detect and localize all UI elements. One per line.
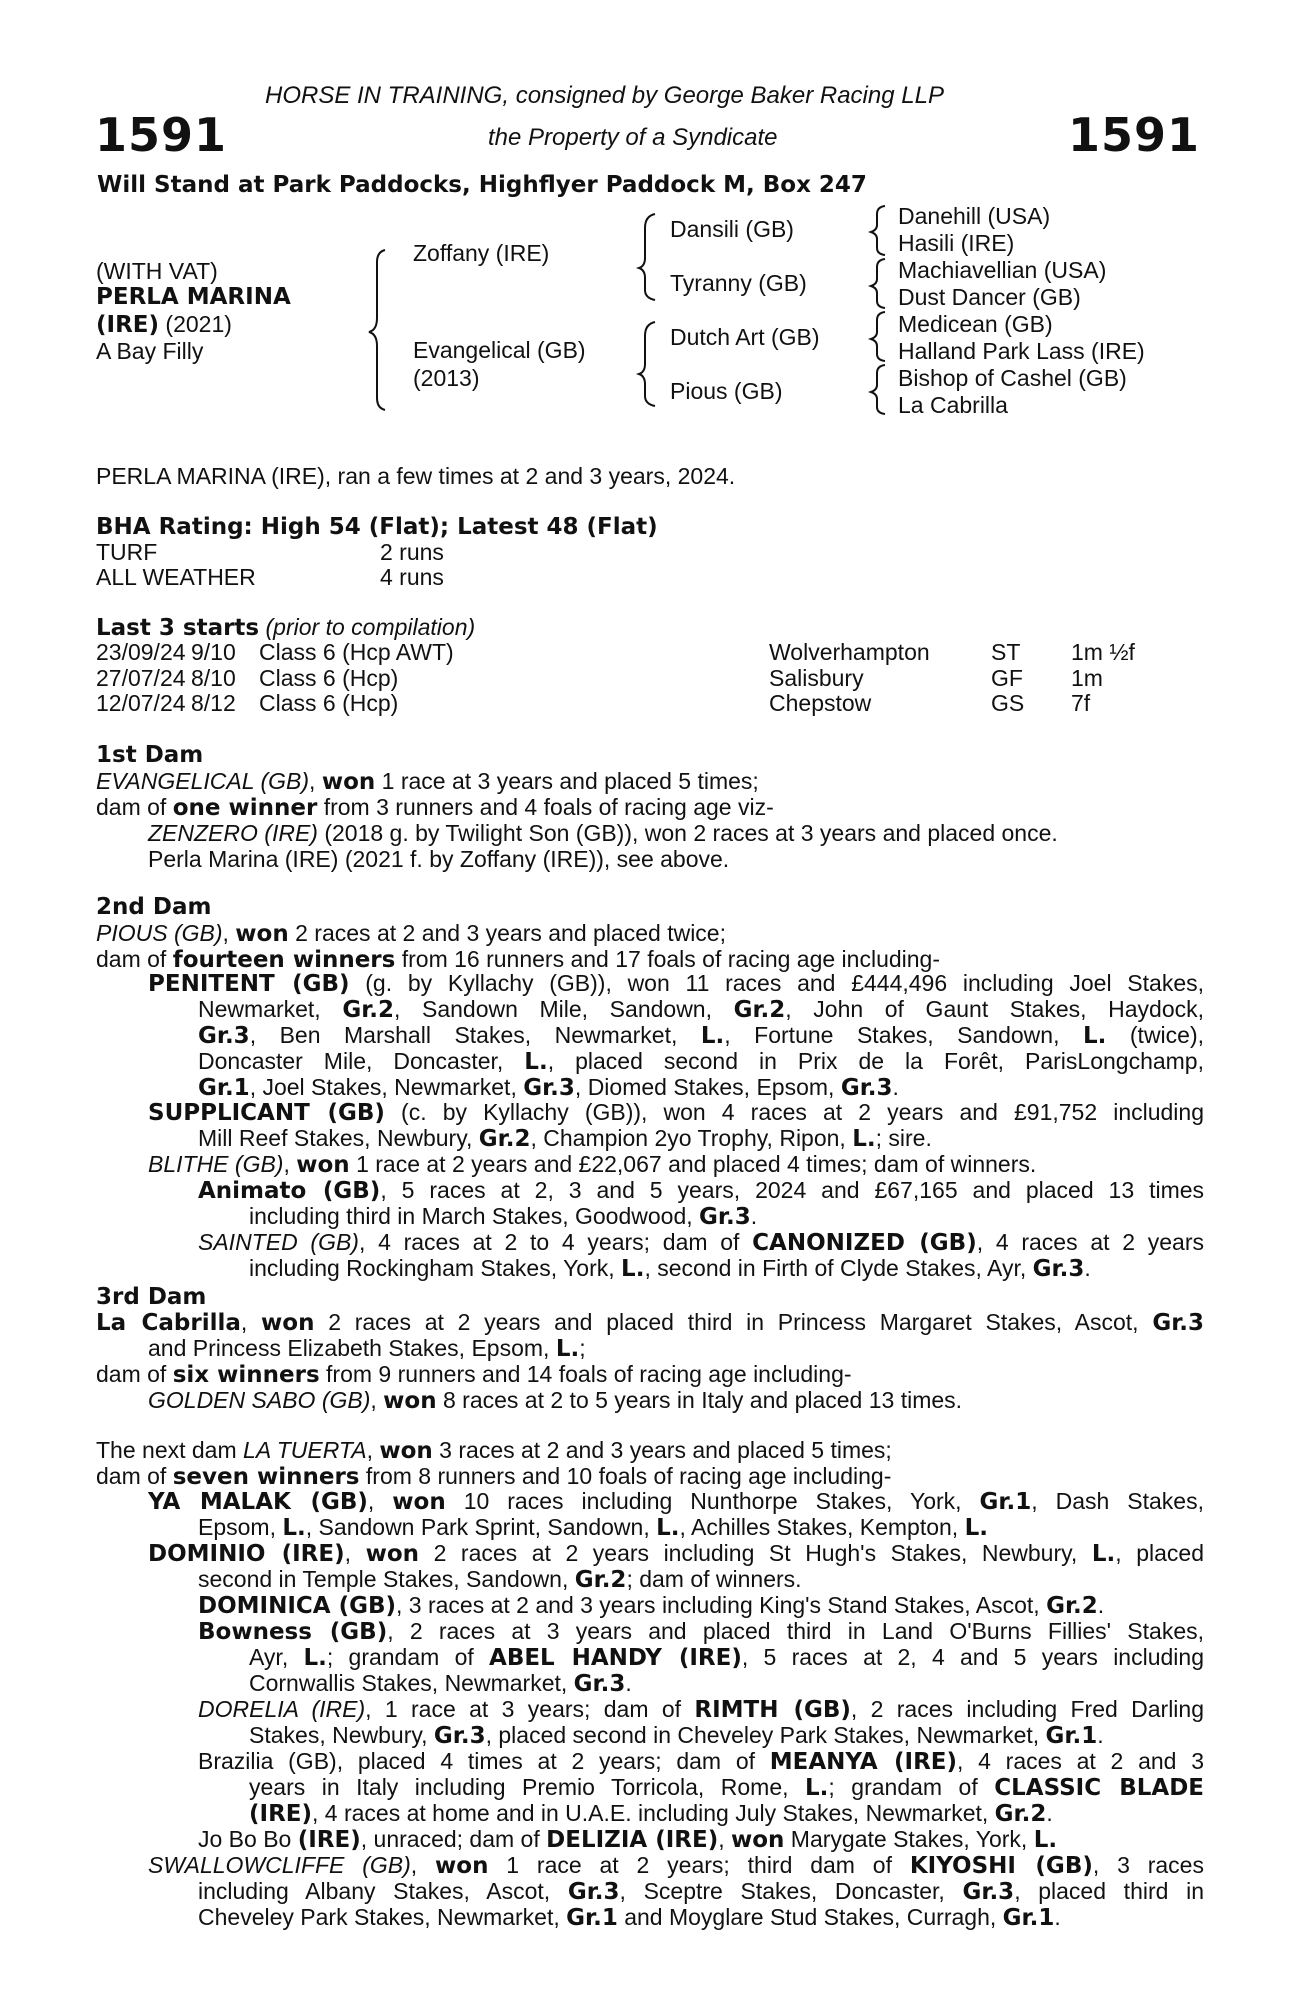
- dorelia-l2: Stakes, Newbury, Gr.3, placed second in Cheveley Park Stakes, Newmarket, Gr.1.: [249, 1722, 1104, 1749]
- sainted-l2: including Rockingham Stakes, York, L., second in Firth of Clyde Stakes, Ayr, Gr.3.: [249, 1255, 1091, 1282]
- consignor-line: HORSE IN TRAINING, consigned by George Baker Racing LLP: [265, 82, 944, 109]
- text: (g. by Kyllachy (GB)), won 11 races and £444,496 including Joel Stakes,: [365, 970, 1205, 996]
- start-dist: 7f: [1071, 690, 1091, 717]
- fourth-dam-l2: dam of seven winners from 8 runners and 10 foals of racing age including-: [96, 1463, 892, 1490]
- gg-5: Medicean (GB): [898, 311, 1053, 337]
- first-dam-record: 1 race at 3 years and placed 5 times;: [375, 768, 759, 794]
- yamalak-l2: Epsom, L., Sandown Park Sprint, Sandown, L., Achilles Stakes, Kempton, L.: [198, 1514, 988, 1541]
- supplicant-l1: [148, 1100, 1204, 1127]
- brazilia-l3: (IRE), 4 races at home and in U.A.E. including July Stakes, Newmarket, Gr.2.: [249, 1800, 1053, 1827]
- start-row: [96, 640, 1191, 666]
- swallowcliffe-l3: Cheveley Park Stakes, Newmarket, Gr.1 and Moyglare Stud Stakes, Curragh, Gr.1.: [198, 1904, 1061, 1931]
- first-dam-line4: Perla Marina (IRE) (2021 f. by Zoffany (IRE)), see above.: [148, 846, 730, 872]
- text: won 10 races including Nunthorpe Stakes, York, Gr.1, Dash Stakes,: [392, 1488, 1204, 1515]
- bowness-name: Bowness (GB): [198, 1619, 388, 1645]
- start-cls: Class 6 (Hcp): [259, 690, 399, 717]
- third-dam-l3: dam of six winners from 9 runners and 14 foals of racing age including-: [96, 1361, 852, 1388]
- swallowcliffe-l1: SWALLOWCLIFFE (GB), won 1 race at 2 years; third dam of KIYOSHI (GB), 3 races: [148, 1852, 1204, 1879]
- animato-name: Animato (GB): [198, 1178, 381, 1204]
- start-date: 12/07/24: [96, 690, 186, 717]
- start-pos: 8/12: [191, 690, 236, 717]
- dam-dam: Pious (GB): [670, 378, 783, 404]
- swallowcliffe-l2: including Albany Stakes, Ascot, Gr.3, Sceptre Stakes, Doncaster, Gr.3, placed third in: [198, 1878, 1204, 1905]
- start-going: GS: [991, 690, 1025, 717]
- bowness-l3: Cornwallis Stakes, Newmarket, Gr.3.: [249, 1670, 632, 1697]
- progeny-record: (2018 g. by Twilight Son (GB)), won 2 races at 3 years and placed once.: [317, 820, 1058, 846]
- yamalak-l1: YA MALAK (GB), won 10 races including Nunthorpe Stakes, York, Gr.1, Dash Stakes,: [148, 1488, 1204, 1515]
- penitent-l1: [148, 971, 1204, 998]
- supplicant-name: SUPPLICANT (GB): [148, 1100, 385, 1126]
- sire-dam: Tyranny (GB): [670, 270, 807, 296]
- supplicant-l2: Mill Reef Stakes, Newbury, Gr.2, Champion 2yo Trophy, Ripon, L.; sire.: [198, 1125, 932, 1152]
- last-starts-title: Last 3 starts: [96, 615, 260, 641]
- winners-count: fourteen winners: [172, 947, 396, 973]
- horse-description: A Bay Filly: [96, 338, 204, 364]
- won-label: won: [235, 921, 289, 947]
- dominio-l2: second in Temple Stakes, Sandown, Gr.2; dam of winners.: [198, 1566, 802, 1593]
- start-dist: 1m: [1071, 664, 1103, 691]
- text: dam of: [96, 794, 173, 820]
- won-label: won: [321, 769, 376, 795]
- gg-4: Dust Dancer (GB): [898, 284, 1081, 310]
- text: dam of: [96, 946, 173, 972]
- penitent-l2: Newmarket, Gr.2, Sandown Mile, Sandown, Gr.2, John of Gaunt Stakes, Haydock,: [198, 996, 1204, 1023]
- racing-summary: PERLA MARINA (IRE), ran a few times at 2 and 3 years, 2024.: [96, 463, 736, 489]
- last-starts-table: [96, 640, 1216, 717]
- start-course: Wolverhampton: [769, 639, 930, 665]
- third-dam-l1: La Cabrilla, won 2 races at 2 years and placed third in Princess Margaret Stakes, Ascot, Gr.3: [96, 1309, 1204, 1336]
- lot-number-left: 1591: [95, 108, 228, 162]
- sainted-l1: SAINTED (GB), 4 races at 2 to 4 years; dam of CANONIZED (GB), 4 races at 2 years: [198, 1229, 1204, 1256]
- jobobo-l1: Jo Bo Bo (IRE), unraced; dam of DELIZIA (IRE), won Marygate Stakes, York, L.: [198, 1826, 1058, 1853]
- dominica-name: DOMINICA (GB): [198, 1593, 397, 1619]
- last-starts-note: (prior to compilation): [265, 614, 476, 640]
- aw-runs: 4 runs: [380, 564, 444, 590]
- horse-year: (2021): [159, 311, 232, 337]
- text: 3 races at 2 and 3 years including King's Stand Stakes, Ascot, Gr.2.: [408, 1592, 1105, 1619]
- vat-note: (WITH VAT): [96, 258, 218, 284]
- horse-name: PERLA MARINA: [96, 284, 291, 310]
- text: from 3 runners and 4 foals of racing age viz-: [317, 794, 774, 820]
- bowness-l2: Ayr, L.; grandam of ABEL HANDY (IRE), 5 races at 2, 4 and 5 years including: [249, 1644, 1204, 1671]
- start-course: Salisbury: [769, 664, 864, 691]
- first-dam-heading: 1st Dam: [96, 742, 204, 768]
- turf-runs: 2 runs: [380, 539, 444, 565]
- penitent-l5: Gr.1, Joel Stakes, Newmarket, Gr.3, Diomed Stakes, Epsom, Gr.3.: [198, 1074, 899, 1101]
- property-line: the Property of a Syndicate: [488, 124, 778, 151]
- third-dam-heading: 3rd Dam: [96, 1284, 207, 1310]
- second-dam-name: PIOUS (GB): [96, 920, 223, 946]
- sep: ,: [309, 768, 322, 794]
- starts-table: [96, 640, 1191, 717]
- penitent-name: PENITENT (GB): [148, 971, 350, 997]
- third-dam-l2: and Princess Elizabeth Stakes, Epsom, L.;: [148, 1335, 586, 1362]
- aw-label: ALL WEATHER: [96, 564, 256, 590]
- dominica-l1: DOMINICA (GB), 3 races at 2 and 3 years including King's Stand Stakes, Ascot, Gr.2.: [198, 1592, 1105, 1619]
- dam-sire: Dutch Art (GB): [670, 324, 820, 350]
- dominio-name: DOMINIO (IRE): [148, 1541, 345, 1567]
- second-dam-line1: [96, 920, 726, 947]
- first-dam-line1: [96, 768, 759, 795]
- dominio-l1: DOMINIO (IRE), won 2 races at 2 years including St Hugh's Stakes, Newbury, L., placed: [148, 1540, 1204, 1567]
- start-going: GF: [991, 664, 1023, 691]
- gg-3: Machiavellian (USA): [898, 257, 1107, 283]
- dam-year: (2013): [413, 365, 480, 391]
- blithe-l1: BLITHE (GB), won 1 race at 2 years and £22,067 and placed 4 times; dam of winners.: [148, 1151, 1037, 1178]
- third-dam-l4: GOLDEN SABO (GB), won 8 races at 2 to 5 years in Italy and placed 13 times.: [148, 1387, 963, 1414]
- horse-country: (IRE): [96, 312, 160, 338]
- first-dam-line3: [148, 820, 1058, 846]
- text: 5 races at 2, 3 and 5 years, 2024 and £67,165 and placed 13 times: [401, 1177, 1205, 1203]
- start-date: 23/09/24: [96, 639, 186, 665]
- turf-label: TURF: [96, 539, 158, 565]
- text: won 2 races at 2 years including St Hugh's Stakes, Newbury, L., placed: [365, 1540, 1204, 1567]
- text: from 16 runners and 17 foals of racing age including-: [395, 946, 940, 972]
- stand-location: Will Stand at Park Paddocks, Highflyer Paddock M, Box 247: [97, 172, 867, 198]
- first-dam-line2: [96, 794, 774, 821]
- second-dam-record: 2 races at 2 and 3 years and placed twice;: [288, 920, 726, 946]
- gg-2: Hasili (IRE): [898, 230, 1015, 256]
- lot-number-right: 1591: [1067, 108, 1200, 162]
- dam: Evangelical (GB): [413, 337, 586, 363]
- gg-1: Danehill (USA): [898, 203, 1051, 229]
- start-dist: 1m ½f: [1071, 639, 1135, 665]
- sep: ,: [222, 920, 236, 946]
- first-dam-name: EVANGELICAL (GB): [96, 768, 310, 794]
- penitent-l3: Gr.3, Ben Marshall Stakes, Newmarket, L., Fortune Stakes, Sandown, L. (twice),: [198, 1022, 1205, 1049]
- text: won 2 races at 2 years and placed third in Princess Margaret Stakes, Ascot, Gr.3: [261, 1309, 1204, 1336]
- winners-count: one winner: [172, 795, 318, 821]
- animato-l1: Animato (GB), 5 races at 2, 3 and 5 years, 2024 and £67,165 and placed 13 times: [198, 1177, 1205, 1204]
- penitent-l4: Doncaster Mile, Doncaster, L., placed second in Prix de la Forêt, ParisLongchamp,: [198, 1048, 1204, 1075]
- second-dam-line2: [96, 946, 940, 973]
- start-row: [96, 691, 1191, 717]
- text: 2 races at 3 years and placed third in Land O'Burns Fillies' Stakes,: [409, 1618, 1205, 1644]
- ya-malak-name: YA MALAK (GB): [148, 1489, 368, 1515]
- start-pos: 9/10: [191, 639, 236, 665]
- progeny-name: ZENZERO (IRE): [148, 820, 318, 846]
- bha-rating: BHA Rating: High 54 (Flat); Latest 48 (Flat): [96, 514, 658, 540]
- bowness-l1: Bowness (GB), 2 races at 3 years and placed third in Land O'Burns Fillies' Stakes,: [198, 1618, 1205, 1645]
- sire-sire: Dansili (GB): [670, 216, 794, 242]
- brazilia-l2: years in Italy including Premio Torricola, Rome, L.; grandam of CLASSIC BLADE: [249, 1774, 1204, 1801]
- start-going: ST: [991, 639, 1021, 665]
- start-cls: Class 6 (Hcp AWT): [259, 639, 454, 665]
- start-date: 27/07/24: [96, 664, 186, 691]
- third-dam-name: La Cabrilla: [96, 1310, 241, 1336]
- fourth-dam-l1: The next dam LA TUERTA, won 3 races at 2 and 3 years and placed 5 times;: [96, 1437, 892, 1464]
- animato-l2: including third in March Stakes, Goodwood, Gr.3.: [249, 1203, 758, 1230]
- start-cls: Class 6 (Hcp): [259, 664, 399, 691]
- text: (c. by Kyllachy (GB)), won 4 races at 2 years and £91,752 including: [401, 1099, 1205, 1125]
- last-starts-heading: [96, 614, 475, 641]
- sire: Zoffany (IRE): [413, 240, 550, 266]
- gg-8: La Cabrilla: [898, 392, 1008, 418]
- brazilia-l1: Brazilia (GB), placed 4 times at 2 years; dam of MEANYA (IRE), 4 races at 2 and 3: [198, 1748, 1204, 1775]
- dorelia-l1: DORELIA (IRE), 1 race at 3 years; dam of RIMTH (GB), 2 races including Fred Darling: [198, 1696, 1204, 1723]
- gg-7: Bishop of Cashel (GB): [898, 365, 1127, 391]
- gg-6: Halland Park Lass (IRE): [898, 338, 1145, 364]
- start-course: Chepstow: [769, 690, 872, 717]
- second-dam-heading: 2nd Dam: [96, 894, 212, 920]
- start-pos: 8/10: [191, 664, 236, 691]
- start-row: [96, 666, 1191, 692]
